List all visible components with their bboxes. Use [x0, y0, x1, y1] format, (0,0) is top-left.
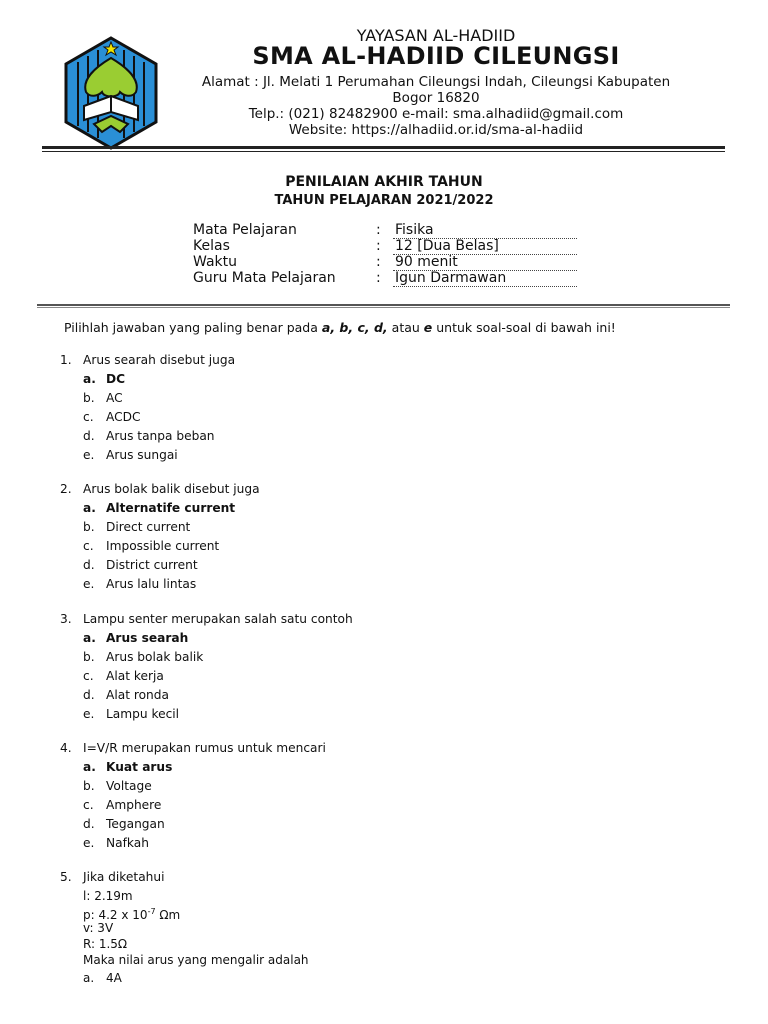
- info-colon: :: [376, 238, 381, 254]
- option-text: AC: [106, 391, 123, 405]
- option-d: [83, 556, 198, 575]
- option-text: Voltage: [106, 779, 152, 793]
- option-e: [83, 705, 179, 724]
- option-text: Tegangan: [106, 817, 165, 831]
- option-text: Alat ronda: [106, 688, 169, 702]
- option-text: Impossible current: [106, 539, 220, 553]
- school-name: SMA AL-HADIID CILEUNGSI: [252, 42, 620, 70]
- option-letter: c.: [83, 669, 94, 683]
- info-value: 90 menit: [393, 254, 577, 271]
- option-letter: a.: [83, 372, 96, 386]
- instructions: [64, 320, 616, 335]
- option-c: [83, 667, 164, 686]
- option-d: [83, 686, 169, 705]
- option-letter: b.: [83, 520, 95, 534]
- option-text: Direct current: [106, 520, 191, 534]
- given-r: R: 1.5Ω: [83, 937, 128, 951]
- option-text: Arus tanpa beban: [106, 429, 215, 443]
- option-letter: e.: [83, 448, 95, 462]
- header-divider-thin: [42, 151, 725, 152]
- instruction-text: atau: [387, 320, 424, 335]
- option-letter: c.: [83, 798, 94, 812]
- instruction-text: Pilihlah jawaban yang paling benar pada: [64, 320, 322, 335]
- option-letter: a.: [83, 501, 96, 515]
- header-divider-thick: [42, 146, 725, 149]
- option-text: Arus sungai: [106, 448, 178, 462]
- question-number: 3.: [60, 612, 72, 626]
- option-text: Lampu kecil: [106, 707, 180, 721]
- option-text: District current: [106, 558, 198, 572]
- info-label: Mata Pelajaran: [193, 222, 297, 238]
- question-number: 4.: [60, 741, 72, 755]
- option-letter: c.: [83, 539, 94, 553]
- info-label: Waktu: [193, 254, 237, 270]
- option-text: Alternatife current: [106, 501, 236, 515]
- option-a: [83, 970, 122, 986]
- option-text: Arus bolak balik: [106, 650, 204, 664]
- option-letter: b.: [83, 391, 95, 405]
- info-label: Kelas: [193, 238, 230, 254]
- option-b: [83, 648, 203, 667]
- option-letter: a.: [83, 631, 96, 645]
- given-v: v: 3V: [83, 921, 114, 935]
- given-p-base: p: 4.2 x 10: [83, 908, 148, 922]
- option-text: Kuat arus: [106, 760, 173, 774]
- exam-title: PENILAIAN AKHIR TAHUN: [285, 174, 483, 190]
- school-logo: [64, 36, 158, 150]
- question-stem: Jika diketahui: [83, 870, 165, 884]
- option-letter: c.: [83, 410, 94, 424]
- option-c: [83, 408, 141, 427]
- option-letter: a.: [83, 760, 96, 774]
- option-a: [83, 629, 188, 648]
- option-letter: e.: [83, 707, 95, 721]
- website-line: Website: https://alhadiid.or.id/sma-al-hadiid: [288, 122, 584, 138]
- option-e: [83, 575, 196, 594]
- option-d: [83, 815, 165, 834]
- option-text: 4A: [106, 971, 122, 985]
- option-letter: b.: [83, 779, 95, 793]
- option-b: [83, 389, 123, 408]
- option-text: DC: [106, 372, 126, 386]
- option-c: [83, 537, 219, 556]
- info-value: 12 [Dua Belas]: [393, 238, 577, 255]
- question-number: 5.: [60, 870, 72, 884]
- question-stem: Lampu senter merupakan salah satu contoh: [83, 612, 353, 626]
- option-letter: d.: [83, 817, 95, 831]
- instruction-letters: a, b, c, d,: [321, 320, 388, 335]
- option-text: Alat kerja: [106, 669, 164, 683]
- address-line-1: Alamat : Jl. Melati 1 Perumahan Cileungsi Indah, Cileungsi Kabupaten: [201, 74, 671, 90]
- info-label: Guru Mata Pelajaran: [193, 270, 336, 286]
- given-p-exponent: -7: [147, 907, 156, 916]
- option-letter: a.: [83, 971, 95, 985]
- info-colon: :: [376, 270, 381, 286]
- option-letter: d.: [83, 688, 95, 702]
- instruction-letter-e: e: [423, 320, 433, 335]
- contact-line: Telp.: (021) 82482900 e-mail: sma.alhadiid@gmail.com: [248, 106, 624, 122]
- option-a: [83, 499, 235, 518]
- option-text: ACDC: [106, 410, 141, 424]
- question-stem: Arus searah disebut juga: [83, 353, 236, 367]
- info-colon: :: [376, 222, 381, 238]
- option-b: [83, 518, 190, 537]
- option-text: Arus searah: [106, 631, 189, 645]
- question-number: 1.: [60, 353, 72, 367]
- option-letter: b.: [83, 650, 95, 664]
- option-e: [83, 834, 149, 853]
- question-number: 2.: [60, 482, 72, 496]
- option-d: [83, 427, 215, 446]
- info-value: Fisika: [393, 222, 577, 239]
- info-colon: :: [376, 254, 381, 270]
- given-l: l: 2.19m: [83, 889, 133, 903]
- foundation-name: YAYASAN AL-HADIID: [356, 26, 516, 45]
- option-b: [83, 777, 152, 796]
- info-value: Igun Darmawan: [393, 270, 577, 287]
- question-5-prompt: Maka nilai arus yang mengalir adalah: [83, 953, 309, 967]
- exam-year: TAHUN PELAJARAN 2021/2022: [274, 193, 494, 208]
- option-a: [83, 370, 125, 389]
- option-text: Nafkah: [106, 836, 149, 850]
- given-p-unit: Ωm: [155, 908, 181, 922]
- option-letter: e.: [83, 836, 95, 850]
- option-e: [83, 446, 178, 465]
- option-c: [83, 796, 161, 815]
- option-letter: d.: [83, 429, 95, 443]
- option-text: Arus lalu lintas: [106, 577, 197, 591]
- section-divider-thin: [37, 307, 730, 308]
- option-a: [83, 758, 172, 777]
- address-line-2: Bogor 16820: [392, 90, 480, 106]
- option-letter: d.: [83, 558, 95, 572]
- option-text: Amphere: [106, 798, 162, 812]
- option-letter: e.: [83, 577, 95, 591]
- instruction-text: untuk soal-soal di bawah ini!: [432, 320, 616, 335]
- section-divider: [37, 304, 730, 306]
- question-stem: Arus bolak balik disebut juga: [83, 482, 260, 496]
- question-stem: I=V/R merupakan rumus untuk mencari: [83, 741, 326, 755]
